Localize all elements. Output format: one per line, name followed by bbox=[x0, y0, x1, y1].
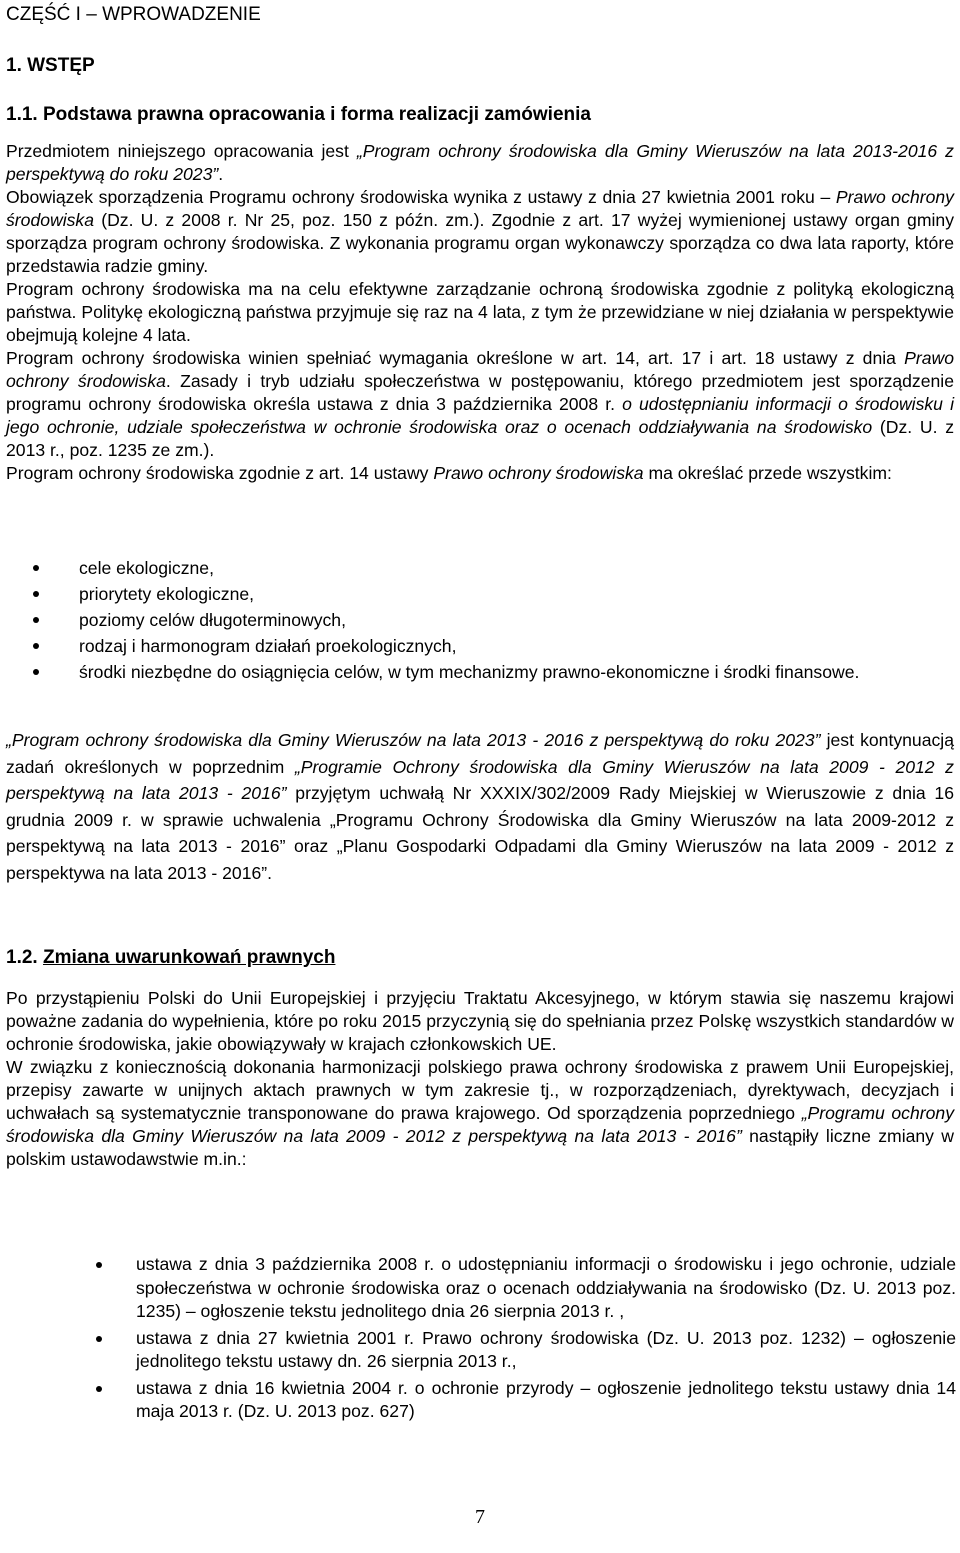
text: ma określać przede wszystkim: bbox=[643, 463, 892, 483]
list-item: priorytety ekologiczne, bbox=[79, 581, 919, 607]
text: (Dz. U. z 2008 r. Nr 25, poz. 150 z późn. zm.). Zgodnie z art. 17 wyżej wymienionej ustawy organ gminy sporządza program ochrony środowiska. Z wykonania programu organ wykonawczy sporządza co dwa lata raporty, które przedstawia radzie gminy. bbox=[6, 210, 954, 276]
text: W związku z koniecznością dokonania harmonizacji polskiego prawa ochrony środowiska z prawem Unii Europejskiej, przepisy zawarte w unijnych aktach prawnych w tym zakresie tj., w rozporządzeniach, dyrektywach, decyzjach i uchwałach są systematycznie transponowane do prawa krajowego. Od sporządzenia poprzedniego bbox=[6, 1057, 954, 1123]
text: (Dz. U. z 2013 r., poz. 1235 ze zm.). bbox=[6, 417, 954, 460]
section-heading-1-2 bbox=[6, 947, 335, 969]
text: Program ochrony środowiska zgodnie z art. 14 ustawy bbox=[6, 463, 434, 483]
text: Obowiązek sporządzenia Programu ochrony środowiska wynika z ustawy z dnia 27 kwietnia 2001 roku – bbox=[6, 187, 836, 207]
heading-number: 1.2. bbox=[6, 947, 38, 968]
paragraph-obligation bbox=[6, 186, 954, 278]
text: jest kontynuacją zadań określonych w poprzednim bbox=[6, 730, 954, 777]
act-title: Prawo ochrony środowiska bbox=[433, 463, 644, 483]
paragraph-harmonization bbox=[6, 1056, 954, 1171]
program-title: „Programie Ochrony środowiska dla Gminy Wieruszów na lata 2009 - 2012 z perspektywą na lata 2013 - 2016” bbox=[6, 756, 954, 803]
section-1-1-body bbox=[6, 140, 954, 485]
part-heading: CZĘŚĆ I – WPROWADZENIE bbox=[6, 4, 261, 25]
list-item: rodzaj i harmonogram działań proekologicznych, bbox=[79, 633, 919, 659]
paragraph-scope bbox=[6, 462, 954, 485]
act-title: o udostępnianiu informacji o środowisku i jego ochronie, udziale społeczeństwa w ochronie środowiska oraz o ocenach oddziaływania na środowisko bbox=[6, 394, 954, 437]
text: nastąpiły liczne zmiany w polskim ustawodawstwie m.in.: bbox=[6, 1126, 955, 1169]
list-item: ustawa z dnia 16 kwietnia 2004 r. o ochronie przyrody – ogłoszenie jednolitego tekstu ustawy dnia 14 maja 2013 r. (Dz. U. 2013 poz. 627) bbox=[136, 1377, 956, 1424]
section-1-2-body bbox=[6, 987, 954, 1171]
text: przyjętym uchwałą Nr XXXIX/302/2009 Rady Miejskiej w Wieruszowie z dnia 16 grudnia 2009 r. w sprawie uchwalenia „Programu Ochrony Środowiska dla Gminy Wieruszów na lata 2009-2012 z perspektywą na lata 2013 - 2016” oraz „Planu Gospodarki Odpadami dla Gminy Wieruszów na lata 2009 - 2012 z perspektywa na lata 2013 - 2016”. bbox=[6, 783, 955, 883]
paragraph-subject bbox=[6, 140, 954, 186]
scope-list bbox=[79, 555, 919, 685]
section-heading-1-1: 1.1. Podstawa prawna opracowania i forma realizacji zamówienia bbox=[6, 104, 591, 125]
program-title: „Programu ochrony środowiska dla Gminy Wieruszów na lata 2009 - 2012 z perspektywą na lata 2013 - 2016” bbox=[6, 1103, 954, 1146]
list-item: ustawa z dnia 3 października 2008 r. o udostępnianiu informacji o środowisku i jego ochronie, udziale społeczeństwa w ochronie środowiska oraz o ocenach oddziaływania na środowisko (Dz. U. 2013 poz. 1235) – ogłoszenie tekstu jednolitego dnia 26 sierpnia 2013 r. , bbox=[136, 1253, 956, 1324]
list-item: ustawa z dnia 27 kwietnia 2001 r. Prawo ochrony środowiska (Dz. U. 2013 poz. 1232) – ogłoszenie jednolitego tekstu ustawy dn. 26 sierpnia 2013 r., bbox=[136, 1327, 956, 1374]
text: Program ochrony środowiska winien spełniać wymagania określone w art. 14, art. 17 i art. 18 ustawy z dnia bbox=[6, 348, 905, 368]
program-title: „Program ochrony środowiska dla Gminy Wieruszów na lata 2013 - 2016 z perspektywą do roku 2023” bbox=[6, 730, 821, 750]
text: . bbox=[218, 164, 224, 184]
act-title: Prawo ochrony środowiska bbox=[6, 187, 954, 230]
heading-title: Zmiana uwarunkowań prawnych bbox=[42, 947, 336, 968]
chapter-heading: 1. WSTĘP bbox=[6, 55, 95, 76]
paragraph-accession: Po przystąpieniu Polski do Unii Europejskiej i przyjęciu Traktatu Akcesyjnego, w którym stawia się naszemu krajowi poważne zadania do wypełnienia, które po roku 2015 przyczynią się do spełniania przez Polskę wszystkich standardów w ochronie środowiska, jakie obowiązywały w krajach członkowskich UE. bbox=[6, 988, 954, 1054]
paragraph-requirements bbox=[6, 347, 954, 462]
list-item: cele ekologiczne, bbox=[79, 555, 919, 581]
paragraph-continuation bbox=[6, 727, 954, 886]
section-1-1-continuation bbox=[6, 727, 954, 886]
legislation-list bbox=[136, 1253, 956, 1427]
program-title: „Program ochrony środowiska dla Gminy Wieruszów na lata 2013-2016 z perspektywą do roku 2023” bbox=[6, 141, 954, 184]
text: . Zasady i tryb udziału społeczeństwa w postępowaniu, którego przedmiotem jest sporządzenie programu ochrony środowiska określa ustawa z dnia 3 października 2008 r. bbox=[6, 371, 954, 414]
act-title: Prawo ochrony środowiska bbox=[6, 348, 954, 391]
list-item: poziomy celów długoterminowych, bbox=[79, 607, 919, 633]
paragraph-purpose: Program ochrony środowiska ma na celu efektywne zarządzanie ochroną środowiska zgodnie z polityką ekologiczną państwa. Politykę ekologiczną państwa przyjmuje się raz na 4 lata, z tym że przewidziane w niej działania w perspektywie obejmują kolejne 4 lata. bbox=[6, 279, 954, 345]
text: Przedmiotem niniejszego opracowania jest bbox=[6, 141, 357, 161]
list-item: środki niezbędne do osiągnięcia celów, w tym mechanizmy prawno-ekonomiczne i środki finansowe. bbox=[79, 659, 919, 685]
page-number: 7 bbox=[475, 1506, 485, 1528]
